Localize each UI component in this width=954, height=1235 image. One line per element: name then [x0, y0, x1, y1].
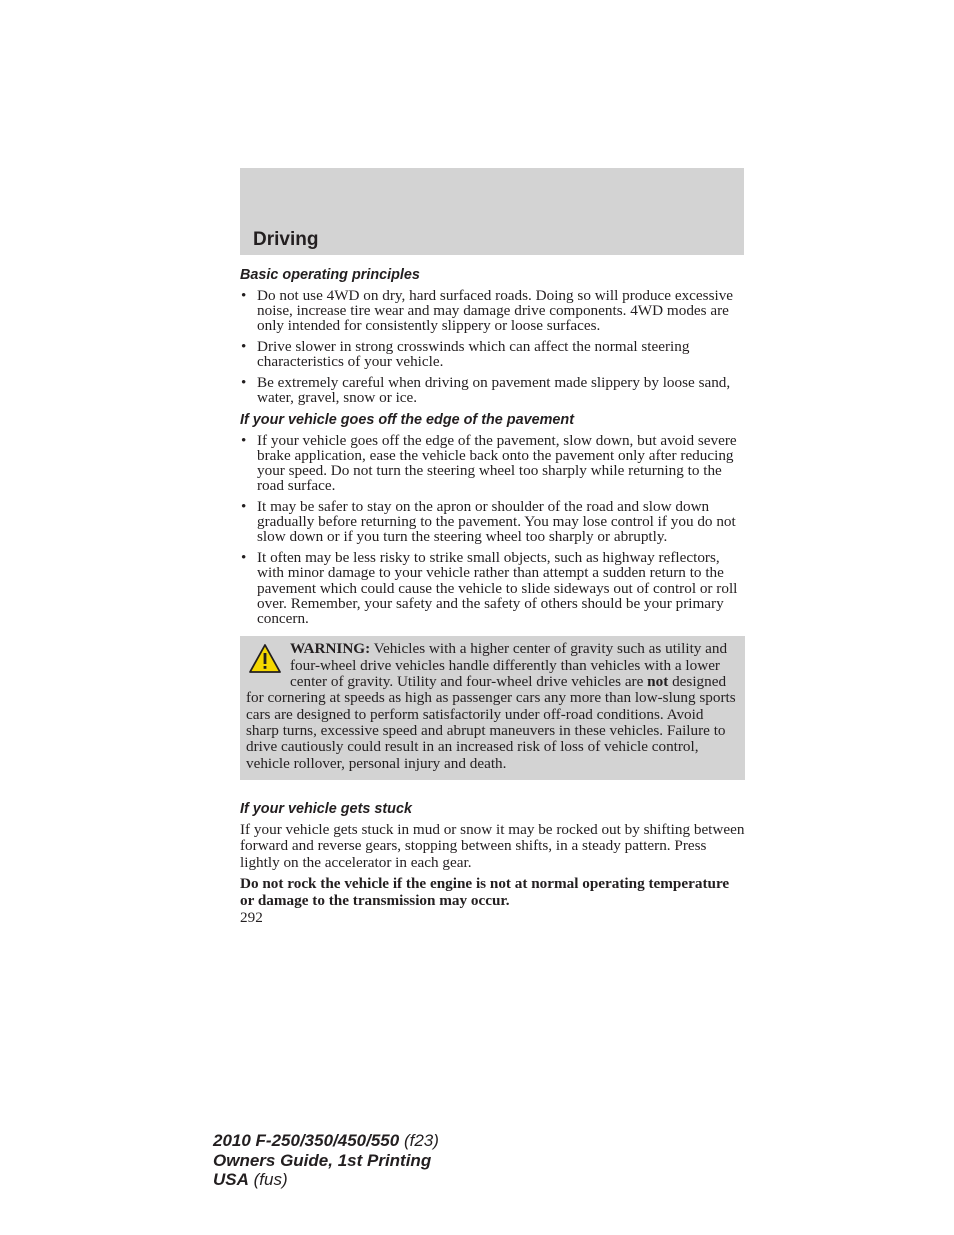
footer-model-code: (f23) — [399, 1131, 439, 1150]
footer-guide-edition: Owners Guide, 1st Printing — [213, 1150, 432, 1170]
section-header-band — [240, 168, 744, 255]
list-item-text: If your vehicle goes off the edge of the pavement, slow down, but avoid severe brake application, ease the vehicle back onto the pavement only after reducing your speed. Do not turn the steering wheel too sharply while returning to the road surface. — [257, 432, 737, 494]
stuck-paragraph: If your vehicle gets stuck in mud or snow it may be rocked out by shifting between forward and reverse gears, stopping between shifts, in a steady pattern. Press lightly on the accelerator in each gear. — [240, 820, 745, 871]
bullet-icon: • — [241, 287, 247, 304]
warning-emphasis: not — [647, 673, 669, 691]
list-item — [240, 288, 745, 333]
section-title: Driving — [253, 229, 319, 250]
list-item-text: Do not use 4WD on dry, hard surfaced roads. Doing so will produce excessive noise, increase tire wear and may damage drive components. 4WD modes are only intended for consistently slippery or loose surfaces. — [257, 287, 734, 334]
heading-off-edge-of-pavement: If your vehicle goes off the edge of the pavement — [240, 412, 574, 428]
footer-model: 2010 F-250/350/450/550 — [213, 1131, 400, 1150]
document-footer — [213, 1131, 439, 1190]
bullet-list-basic-principles — [240, 288, 745, 405]
list-item-text: It often may be less risky to strike small objects, such as highway reflectors, with minor damage to your vehicle rather than attempt a sudden return to the pavement which could cause the vehicle to slide sideways out of control or roll over. Remember, your safety and the safety of others should be your primary concern. — [257, 549, 738, 628]
page-number: 292 — [240, 909, 263, 927]
page-content — [240, 266, 745, 927]
list-item — [240, 499, 745, 544]
list-item — [240, 433, 745, 493]
stuck-bold-paragraph: Do not rock the vehicle if the engine is not at normal operating temperature or damage to the transmission may occur. — [240, 875, 730, 909]
warning-triangle-icon — [248, 643, 282, 675]
list-item — [240, 550, 745, 626]
heading-basic-operating-principles: Basic operating principles — [240, 267, 420, 283]
bullet-icon: • — [241, 374, 247, 391]
footer-region: USA — [213, 1170, 249, 1189]
warning-text-part2: designed for cornering at speeds as high as passenger cars any more than low-slung sports cars are designed to perform satisfactorily under off-road conditions. Avoid sharp turns, excessive speed and abrupt maneuvers in these vehicles. Failure to drive cautiously could result in an increased risk of loss of vehicle control, vehicle rollover, personal injury and death. — [246, 673, 736, 772]
bullet-icon: • — [241, 338, 247, 355]
list-item-text: Be extremely careful when driving on pavement made slippery by loose sand, water, gravel, snow or ice. — [257, 374, 731, 406]
list-item-text: It may be safer to stay on the apron or shoulder of the road and slow down gradually before returning to the pavement. You may lose control if you do not slow down or if you turn the steering wheel too sharply or abruptly. — [257, 498, 736, 545]
list-item — [240, 339, 745, 369]
list-item — [240, 375, 745, 405]
bullet-list-off-pavement — [240, 433, 745, 626]
warning-text-part1: Vehicles with a higher center of gravity such as utility and four-wheel drive vehicles handle differently than vehicles with a lower center of gravity. Utility and four-wheel drive vehicles are — [290, 640, 728, 691]
heading-vehicle-gets-stuck: If your vehicle gets stuck — [240, 800, 412, 817]
warning-box — [240, 636, 745, 779]
bullet-icon: • — [241, 432, 247, 449]
bullet-icon: • — [241, 498, 247, 515]
bullet-icon: • — [241, 549, 247, 566]
list-item-text: Drive slower in strong crosswinds which can affect the normal steering characteristics of your vehicle. — [257, 338, 690, 370]
warning-label: WARNING: — [290, 640, 371, 658]
footer-region-code: (fus) — [248, 1170, 288, 1189]
